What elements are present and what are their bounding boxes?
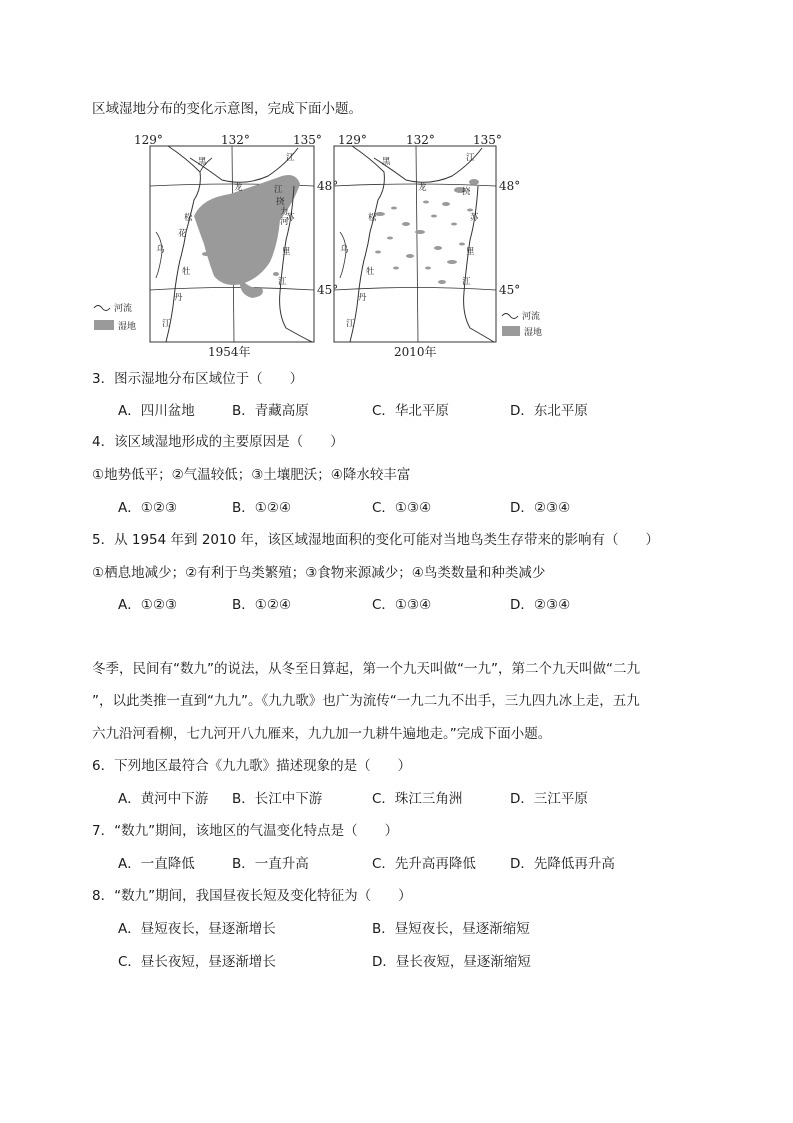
lon-label-129-right: 129° [338, 133, 367, 147]
map-label-su: 苏 [286, 213, 295, 223]
legend-wetland: 湿地 [118, 322, 137, 332]
map-label-long: 龙 [234, 183, 243, 193]
question-4-note: ①地势低平；②气温较低；③土壤肥沃；④降水较丰富 [92, 467, 411, 483]
map-label-jiang-2: 江 [274, 185, 283, 195]
lat-label-45: 45° [317, 283, 339, 297]
map-label-li-right: 里 [466, 247, 475, 257]
q6-option-c: C．珠江三角洲 [372, 791, 463, 807]
q3-option-b: B．青藏高原 [232, 403, 309, 419]
q6-option-a: A．黄河中下游 [118, 791, 209, 807]
legend-wetland-right: 湿地 [524, 328, 543, 338]
lon-label-135-right: 135° [473, 133, 502, 147]
question-5-stem: 5．从 1954 年到 2010 年，该区域湿地面积的变化可能对当地鸟类生存带来的影响有（ ） [92, 532, 659, 548]
q5-option-c: C．①③④ [372, 597, 432, 613]
question-3-stem: 3．图示湿地分布区域位于（ ） [92, 371, 304, 387]
lon-label-129: 129° [134, 133, 163, 147]
q3-option-a: A．四川盆地 [118, 403, 195, 419]
q4-option-b: B．①②④ [232, 500, 292, 516]
map-label-long-right: 龙 [418, 183, 427, 193]
map-label-song: 松 [184, 213, 193, 223]
map-label-li: 力 [280, 207, 289, 217]
map-label-dan: 丹 [174, 293, 183, 303]
passage2-line-3: 六九沿河看柳，七九河开八九雁来，九九加一九耕牛遍地走。”完成下面小题。 [92, 726, 552, 742]
q6-option-d: D．三江平原 [510, 791, 588, 807]
map-year-1954: 1954年 [208, 345, 251, 359]
passage2-line-2: ”，以此类推一直到“九九”。《九九歌》也广为流传“一九二九不出手，三九四九冰上走，五九 [92, 693, 640, 709]
wetland-maps-figure [90, 128, 560, 360]
map-label-nao-right: 挠 [462, 187, 471, 197]
q7-option-a: A．一直降低 [118, 856, 195, 872]
map-label-mu-right: 牡 [366, 267, 375, 277]
q7-option-c: C．先升高再降低 [372, 856, 476, 872]
q4-option-a: A．①②③ [118, 500, 178, 516]
map-label-li-2: 里 [282, 247, 291, 257]
lat-label-48: 48° [317, 179, 339, 193]
map-label-mu: 牡 [182, 267, 191, 277]
question-4-stem: 4．该区域湿地形成的主要原因是（ ） [92, 434, 344, 450]
map-label-jiang4-right: 江 [346, 319, 355, 329]
q7-option-d: D．先降低再升高 [510, 856, 615, 872]
map-label-hei: 黑 [198, 157, 207, 167]
map-label-hua: 花 [178, 229, 187, 239]
map-label-wu: 乌 [156, 245, 165, 255]
map-label-jiang-right: 江 [466, 153, 475, 163]
map-label-he: 河 [280, 217, 289, 227]
q4-option-d: D．②③④ [510, 500, 571, 516]
intro-text: 区域湿地分布的变化示意图，完成下面小题。 [92, 101, 362, 117]
q6-option-b: B．长江中下游 [232, 791, 323, 807]
map-label-jiang3-right: 江 [462, 277, 471, 287]
map-label-jiang-3: 江 [278, 277, 287, 287]
lon-label-135: 135° [293, 133, 322, 147]
legend-river: 河流 [114, 304, 133, 314]
map-label-jiang-1: 江 [286, 153, 295, 163]
map-label-wu-right: 乌 [340, 245, 349, 255]
lon-label-132: 132° [221, 133, 250, 147]
lon-label-132-right: 132° [406, 133, 435, 147]
q5-option-a: A．①②③ [118, 597, 178, 613]
q7-option-b: B．一直升高 [232, 856, 309, 872]
lat-label-48-right: 48° [499, 179, 521, 193]
q8-option-d: D．昼长夜短，昼逐渐缩短 [372, 954, 531, 970]
q5-option-d: D．②③④ [510, 597, 571, 613]
map-1954 [94, 133, 338, 359]
q8-option-c: C．昼长夜短，昼逐渐增长 [118, 954, 276, 970]
question-6-stem: 6．下列地区最符合《九九歌》描述现象的是（ ） [92, 758, 412, 774]
map-label-dan-right: 丹 [358, 293, 367, 303]
q8-option-a: A．昼短夜长，昼逐渐增长 [118, 921, 276, 937]
question-5-note: ①栖息地减少；②有利于鸟类繁殖；③食物来源减少；④鸟类数量和种类减少 [92, 565, 546, 581]
map-2010 [334, 133, 542, 359]
question-8-stem: 8．“数九”期间，我国昼夜长短及变化特征为（ ） [92, 888, 412, 904]
q3-option-d: D．东北平原 [510, 403, 588, 419]
lat-label-45-right: 45° [499, 283, 521, 297]
q8-option-b: B．昼短夜长，昼逐渐缩短 [372, 921, 530, 937]
q3-option-c: C．华北平原 [372, 403, 449, 419]
q4-option-c: C．①③④ [372, 500, 432, 516]
map-label-jiang-4: 江 [162, 319, 171, 329]
map-year-2010: 2010年 [394, 345, 437, 359]
passage2-line-1: 冬季，民间有“数九”的说法，从冬至日算起，第一个九天叫做“一九”，第二个九天叫做“二九 [92, 661, 640, 677]
map-label-hei-right: 黑 [382, 157, 391, 167]
map-label-su-right: 苏 [470, 213, 479, 223]
q5-option-b: B．①②④ [232, 597, 292, 613]
legend-river-right: 河流 [522, 312, 541, 322]
map-label-nao: 挠 [276, 197, 285, 207]
map-label-song-right: 松 [368, 213, 377, 223]
question-7-stem: 7．“数九”期间，该地区的气温变化特点是（ ） [92, 823, 399, 839]
